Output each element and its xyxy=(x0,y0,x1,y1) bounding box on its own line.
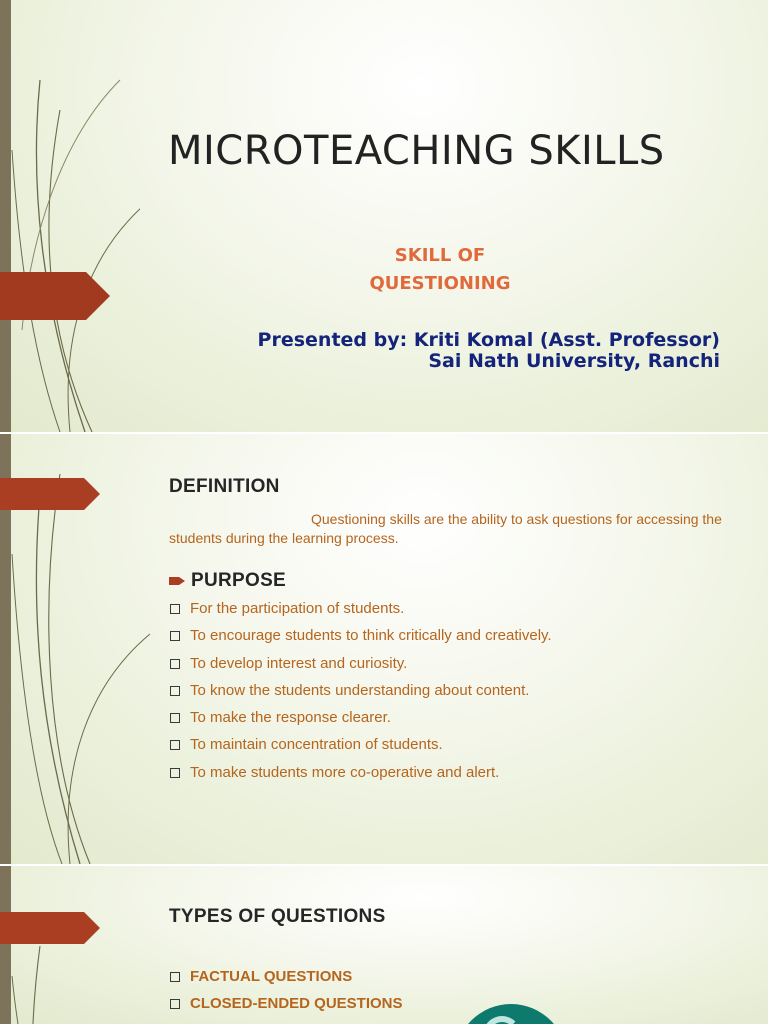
checkbox-bullet-icon xyxy=(170,686,180,696)
list-item: CLOSED-ENDED QUESTIONS xyxy=(169,995,403,1022)
presenter-name: Presented by: Kriti Komal (Asst. Professor) xyxy=(257,329,720,351)
presenter-affiliation: Sai Nath University, Ranchi xyxy=(428,350,720,372)
checkbox-bullet-icon xyxy=(170,631,180,641)
title-slide xyxy=(0,0,768,432)
decorative-curves xyxy=(0,866,120,1024)
presenter-info xyxy=(258,330,720,372)
checkbox-bullet-icon xyxy=(170,740,180,750)
checkbox-bullet-icon xyxy=(170,768,180,778)
checkbox-bullet-icon xyxy=(170,659,180,669)
list-item: FACTUAL QUESTIONS xyxy=(169,968,403,995)
purpose-list xyxy=(169,600,552,791)
section-marker-tab xyxy=(0,478,100,510)
checkbox-bullet-icon xyxy=(170,713,180,723)
list-item: For the participation of students. xyxy=(169,600,552,627)
list-item: To encourage students to think critically and creatively. xyxy=(169,627,552,654)
definition-text: Questioning skills are the ability to ask questions for accessing the students during the learning process. xyxy=(169,511,722,546)
subtitle-line-2: QUESTIONING xyxy=(369,273,511,294)
list-item: To maintain concentration of students. xyxy=(169,736,552,763)
list-item: To make the response clearer. xyxy=(169,709,552,736)
types-list xyxy=(169,968,403,1022)
types-heading: TYPES OF QUESTIONS xyxy=(169,906,386,927)
list-item: To know the students understanding about content. xyxy=(169,682,552,709)
purpose-heading: PURPOSE xyxy=(169,570,286,592)
types-slide xyxy=(0,866,768,1024)
slide-title: MICROTEACHING SKILLS xyxy=(168,128,665,174)
list-item: To make students more co-operative and alert. xyxy=(169,764,552,791)
subtitle-line-1: SKILL OF xyxy=(394,245,486,266)
definition-slide xyxy=(0,434,768,864)
checkbox-bullet-icon xyxy=(170,972,180,982)
decorative-curves xyxy=(0,0,140,432)
section-marker-tab xyxy=(0,912,100,944)
arrow-bullet-icon xyxy=(169,577,185,585)
checkbox-bullet-icon xyxy=(170,999,180,1009)
definition-heading: DEFINITION xyxy=(169,476,280,497)
checkbox-bullet-icon xyxy=(170,604,180,614)
list-item: To develop interest and curiosity. xyxy=(169,655,552,682)
